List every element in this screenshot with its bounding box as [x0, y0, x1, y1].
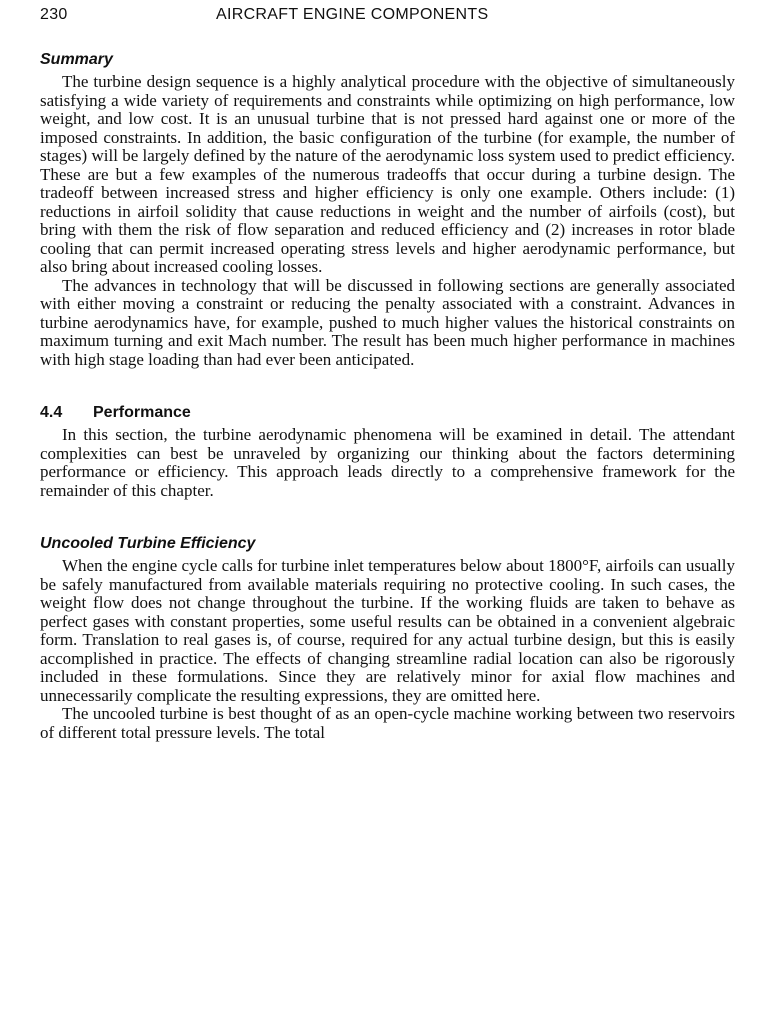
uncooled-paragraph-2: The uncooled turbine is best thought of as an open-cycle machine working between two reservoirs of different total pressure levels. The total: [40, 704, 735, 742]
performance-paragraph-1: In this section, the turbine aerodynamic phenomena will be examined in detail. The attendant complexities can best be unraveled by organizing our thinking about the factors determining performance or efficiency. This approach leads directly to a comprehensive framework for the remainder of this chapter.: [40, 425, 735, 500]
performance-heading-text: Performance: [93, 404, 191, 421]
summary-heading: Summary: [40, 51, 113, 68]
section-number: 4.4: [40, 404, 63, 421]
uncooled-paragraph-1: When the engine cycle calls for turbine inlet temperatures below about 1800°F, airfoils can usually be safely manufactured from available materials requiring no protective cooling. In such cases, the weight flow does not change throughout the turbine. If the working fluids are taken to behave as perfect gases with constant properties, some useful results can be obtained in a convenient algebraic form. Translation to real gases is, of course, required for any actual turbine design, but this is easily accomplished in practice. The effects of changing streamline radial location can also be rigorously included in these formulations. Since they are relatively minor for axial flow machines and unnecessarily complicate the resulting expressions, they are omitted here.: [40, 556, 735, 705]
page-number: 230: [40, 6, 68, 23]
performance-heading: [40, 403, 735, 423]
running-head: [40, 6, 735, 28]
uncooled-efficiency-heading: Uncooled Turbine Efficiency: [40, 535, 256, 552]
running-title: AIRCRAFT ENGINE COMPONENTS: [216, 6, 489, 23]
book-page: [40, 6, 735, 742]
summary-paragraph-2: The advances in technology that will be discussed in following sections are generally associated with either moving a constraint or reducing the penalty associated with a constraint. Advances in turbine aerodynamics have, for example, pushed to much higher values the historical constraints on maximum turning and exit Mach number. The result has been much higher performance in machines with high stage loading than had ever been anticipated.: [40, 275, 735, 369]
summary-paragraph-1: The turbine design sequence is a highly analytical procedure with the objective of simultaneously satisfying a wide variety of requirements and constraints while optimizing on high performance, low weight, and low cost. It is an unusual turbine that is not pressed hard against one or more of the imposed constraints. In addition, the basic configuration of the turbine (for example, the number of stages) will be largely defined by the nature of the aerodynamic loss system used to predict efficiency. These are but a few examples of the numerous tradeoffs that occur during a turbine design. The tradeoff between increased stress and higher efficiency is only one example. Others include: (1) reductions in airfoil solidity that cause reductions in weight and the number of airfoils (cost), but bring with them the risk of flow separation and reduced efficiency and (2) increases in rotor blade cooling that can permit increased operating stress levels and higher aerodynamic performance, but also bring about increased cooling losses.: [40, 72, 735, 276]
